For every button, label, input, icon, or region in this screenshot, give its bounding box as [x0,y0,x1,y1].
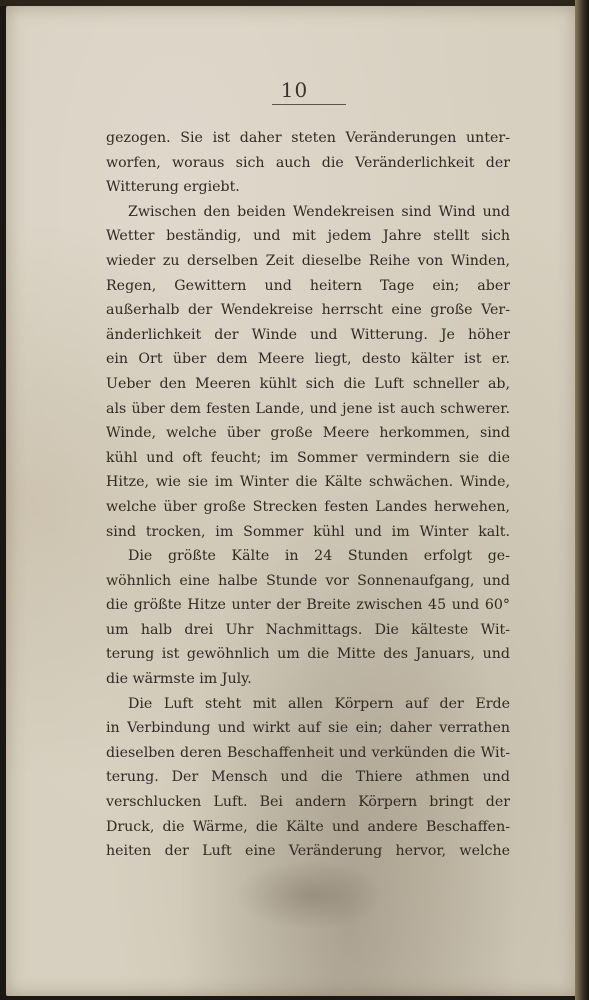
body-text [106,126,510,864]
page-edge [575,0,589,1000]
header-rule [272,104,346,105]
text-line: verschlucken Luft. Bei andern Körpern bringt der [106,794,510,811]
text-line: die wärmste im July. [106,671,252,688]
page-header [0,78,589,102]
text-line: ein Ort über dem Meere liegt, desto kälter ist er. [106,351,510,368]
text-line: die größte Hitze unter der Breite zwischen 45 und 60° [106,597,510,614]
paper-stain [235,860,385,930]
text-line: außerhalb der Wendekreise herrscht eine große Ver- [106,302,510,319]
text-line: Zwischen den beiden Wendekreisen sind Wind und [128,203,510,220]
page-number: 10 [280,78,309,102]
text-line: änderlichkeit der Winde und Witterung. Je höher [106,326,510,343]
text-line: um halb drei Uhr Nachmittags. Die kälteste Wit- [106,621,510,638]
text-line: in Verbindung und wirkt auf sie ein; daher verrathen [106,720,510,737]
text-line: terung. Der Mensch und die Thiere athmen und [106,769,510,786]
text-line: Die größte Kälte in 24 Stunden erfolgt ge- [128,548,510,565]
text-line: heiten der Luft eine Veränderung hervor, welche [106,843,510,860]
text-line: Wetter beständig, und mit jedem Jahre stellt sich [106,228,510,245]
text-line: gezogen. Sie ist daher steten Veränderungen unter- [106,130,510,146]
text-line: wöhnlich eine halbe Stunde vor Sonnenaufgang, und [106,572,510,589]
text-line: terung ist gewöhnlich um die Mitte des Januars, und [106,646,510,663]
text-line: Druck, die Wärme, die Kälte und andere Beschaffen- [106,818,510,835]
text-line: Die Luft steht mit allen Körpern auf der Erde [128,695,510,712]
text-line: worfen, woraus sich auch die Veränderlichkeit der [106,154,510,171]
text-line: dieselben deren Beschaffenheit und verkünden die Wit- [106,744,510,761]
text-line: wieder zu derselben Zeit dieselbe Reihe von Winden, [106,252,510,269]
text-line: Hitze, wie sie im Winter die Kälte schwächen. Winde, [106,474,510,491]
text-line: Winde, welche über große Meere herkommen, sind [106,425,510,442]
text-line: als über dem festen Lande, und jene ist auch schwerer. [106,400,510,417]
text-line: Ueber den Meeren kühlt sich die Luft schneller ab, [106,375,510,392]
text-line: Witterung ergiebt. [106,179,240,196]
text-line: Regen, Gewittern und heitern Tage ein; aber [106,277,510,294]
text-line: kühl und oft feucht; im Sommer vermindern sie die [106,449,510,466]
text-line: welche über große Strecken festen Landes herwehen, [106,498,510,515]
text-line: sind trocken, im Sommer kühl und im Winter kalt. [106,523,510,540]
